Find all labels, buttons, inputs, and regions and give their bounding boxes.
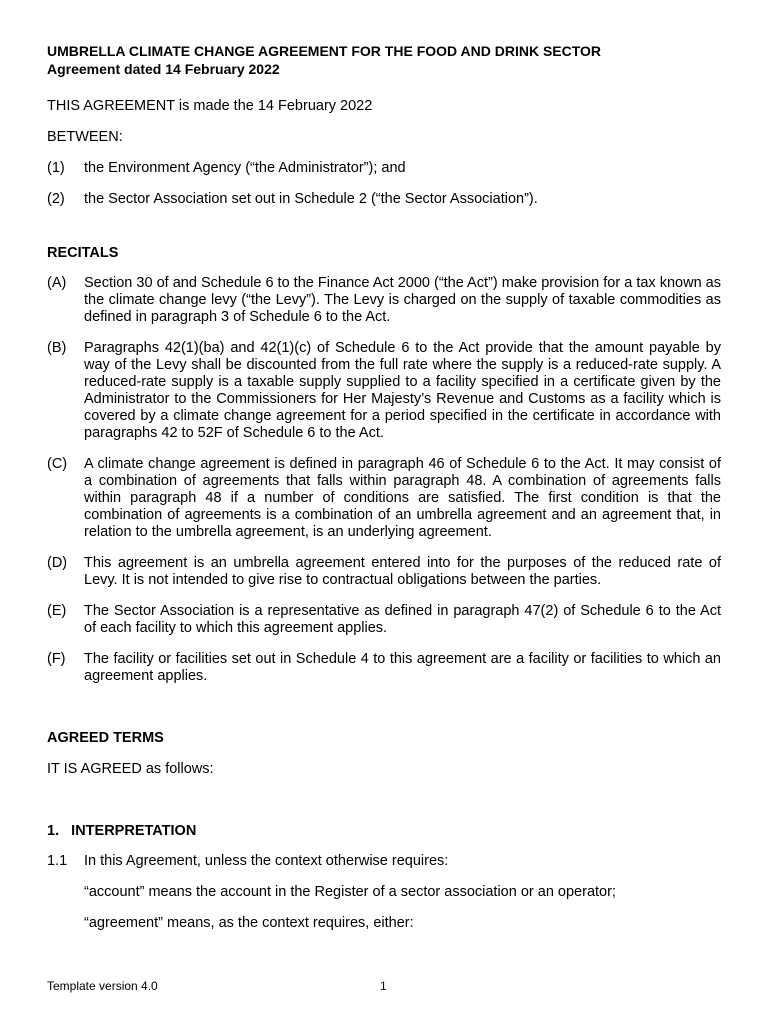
- recital-f: [47, 651, 721, 685]
- agreed-terms-heading: AGREED TERMS: [47, 730, 164, 746]
- party-text: the Environment Agency (“the Administrator”); and: [84, 160, 406, 176]
- recital-number: (E): [47, 603, 67, 619]
- party-2: [47, 191, 721, 208]
- recital-number: (F): [47, 651, 66, 667]
- between-label: BETWEEN:: [47, 129, 123, 145]
- party-1: [47, 160, 721, 177]
- recital-number: (B): [47, 340, 67, 356]
- document-page: [47, 42, 721, 932]
- clause-number: 1.1: [47, 853, 68, 869]
- recital-text: The Sector Association is a representative as defined in paragraph 47(2) of Schedule 6 to the Act of each facility to which this agreement applies.: [84, 603, 721, 636]
- agreed-terms-text: IT IS AGREED as follows:: [47, 761, 214, 777]
- recital-text: Section 30 of and Schedule 6 to the Finance Act 2000 (“the Act”) make provision for a tax known as the climate change levy (“the Levy”). The Levy is charged on the supply of taxable commodities as defined in paragraph 3 of Schedule 6 to the Act.: [84, 275, 721, 325]
- definition-account: “account” means the account in the Register of a sector association or an operator;: [84, 884, 616, 900]
- recital-number: (A): [47, 275, 67, 291]
- recital-number: (C): [47, 456, 68, 472]
- title-line-2: Agreement dated 14 February 2022: [47, 61, 280, 77]
- recital-b: [47, 340, 721, 442]
- recital-c: [47, 456, 721, 541]
- agreement-made-line: THIS AGREEMENT is made the 14 February 2022: [47, 98, 373, 114]
- recital-d: [47, 555, 721, 589]
- clause-1-1: [47, 853, 721, 870]
- recital-text: A climate change agreement is defined in paragraph 46 of Schedule 6 to the Act. It may consist of a combination of agreements that falls within paragraph 48. A combination of agreements falls within paragraph 48 if a number of conditions are satisfied. The first condition is that the combination of agreements is a combination of an umbrella agreement and an agreement that, in relation to the umbrella agreement, is an underlying agreement.: [84, 456, 721, 540]
- recital-e: [47, 603, 721, 637]
- clause-text: In this Agreement, unless the context otherwise requires:: [84, 853, 449, 869]
- template-version: Template version 4.0: [47, 979, 158, 993]
- recital-text: Paragraphs 42(1)(ba) and 42(1)(c) of Schedule 6 to the Act provide that the amount payable by way of the Levy shall be discounted from the full rate where the supply is a reduced-rate supply. A reduced-rate supply is a taxable supply supplied to a facility specified in a certificate given by the Administrator to the Commissioners for Her Majesty’s Revenue and Customs as a facility which is covered by a climate change agreement for a period specified in the certificate in accordance with paragraphs 42 to 52F of Schedule 6 to the Act.: [84, 340, 721, 441]
- recitals-heading: RECITALS: [47, 245, 119, 261]
- recital-text: The facility or facilities set out in Schedule 4 to this agreement are a facility or facilities to which an agreement applies.: [84, 651, 721, 684]
- recital-a: [47, 275, 721, 326]
- title-line-1: UMBRELLA CLIMATE CHANGE AGREEMENT FOR THE FOOD AND DRINK SECTOR: [47, 43, 602, 59]
- party-number: (1): [47, 160, 65, 176]
- definition-agreement: “agreement” means, as the context requires, either:: [84, 915, 414, 931]
- party-number: (2): [47, 191, 65, 207]
- interpretation-heading: 1. INTERPRETATION: [47, 823, 197, 839]
- page-number: 1: [380, 979, 387, 993]
- recital-text: This agreement is an umbrella agreement entered into for the purposes of the reduced rate of Levy. It is not intended to give rise to contractual obligations between the parties.: [84, 555, 721, 588]
- party-text: the Sector Association set out in Schedule 2 (“the Sector Association”).: [84, 191, 538, 207]
- recital-number: (D): [47, 555, 68, 571]
- document-title: [47, 42, 721, 78]
